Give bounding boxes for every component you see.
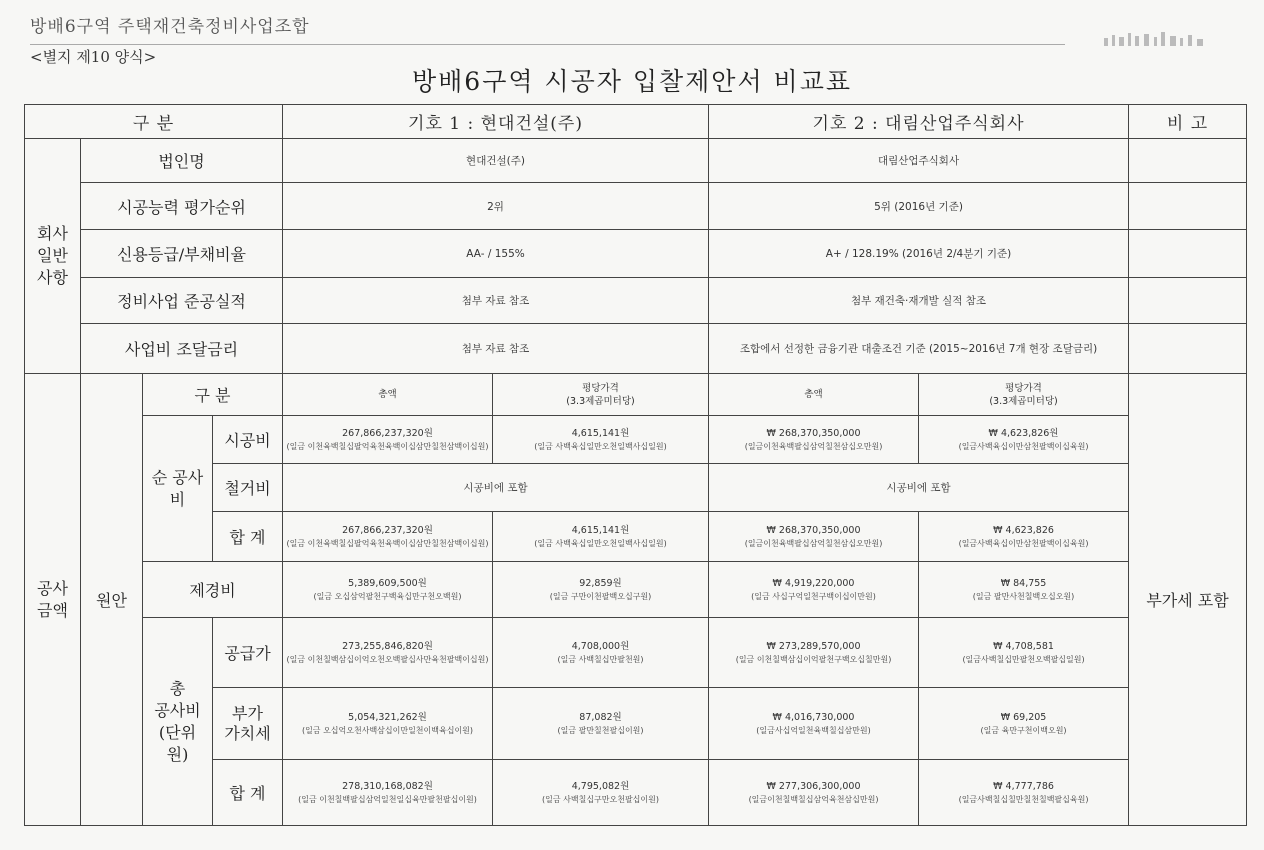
amount-value: 5,389,609,500원 <box>348 577 427 589</box>
row-label: 공급가 <box>213 618 283 688</box>
amount-value: 92,859원 <box>579 577 622 589</box>
row-label: 신용등급/부채비율 <box>81 230 283 278</box>
organization-name: 방배6구역 주택재건축정비사업조합 <box>30 17 310 37</box>
row-label <box>213 688 283 760</box>
total-construction-group-label <box>143 618 213 826</box>
amount-value: ₩ 4,777,786 <box>993 780 1054 792</box>
header-bidder-2: 기호 2 : 대림산업주식회사 <box>709 105 1129 139</box>
amount-in-words: (일금 구만이천팔백오십구원) <box>549 591 652 601</box>
bidder-1-total <box>283 760 493 826</box>
company-section-label: 회사 일반 사항 <box>25 139 81 374</box>
bidder-1-demolition: 시공비에 포함 <box>283 464 709 512</box>
form-number: <별지 제10 양식> <box>30 48 157 66</box>
bidder-1-unit <box>493 512 709 562</box>
amount-value: 87,082원 <box>579 711 622 723</box>
bidder-2-unit <box>919 416 1129 464</box>
row-label: 합 계 <box>213 760 283 826</box>
bidder-2-unit <box>919 688 1129 760</box>
amount-value: 5,054,321,262원 <box>348 711 427 723</box>
bidder-2-value: 첨부 재건축·재개발 실적 참조 <box>709 278 1129 324</box>
unit-header-line-1: 평당가격 <box>1005 382 1042 394</box>
bidder-1-total <box>283 688 493 760</box>
total-group-line-1: 총 <box>169 678 186 698</box>
amount-value: 4,615,141원 <box>571 427 630 439</box>
bidder-2-total <box>709 562 919 618</box>
table-row <box>25 230 1247 278</box>
amount-in-words: (일금 육만구천이백오원) <box>980 725 1067 735</box>
bidder-2-value: 조합에서 선정한 금융기관 대출조건 기준 (2015~2016년 7개 현장 조달금리) <box>709 324 1129 374</box>
amount-in-words: (일금 팔만사천칠백오십오원) <box>972 591 1075 601</box>
amount-in-words: (일금 팔만칠천팔십이원) <box>557 725 644 735</box>
row-label: 사업비 조달금리 <box>81 324 283 374</box>
remarks-cell <box>1129 278 1247 324</box>
table-row <box>25 324 1247 374</box>
amount-in-words: (일금사십억일천육백칠십삼만원) <box>756 725 871 735</box>
bidder-1-value: 2위 <box>283 183 709 230</box>
amount-value: 4,708,000원 <box>571 640 630 652</box>
building-skyline-icon <box>1064 32 1234 46</box>
table-row <box>25 562 1247 618</box>
amount-in-words: (일금이천육백팔십삼억칠천삼십오만원) <box>744 538 883 548</box>
bidder-1-value: AA- / 155% <box>283 230 709 278</box>
amount-value: ₩ 84,755 <box>1000 577 1047 589</box>
row-label: 시공비 <box>213 416 283 464</box>
amount-in-words: (일금 사백육십일만오천일백사십일원) <box>534 441 667 451</box>
bidder-1-total <box>283 562 493 618</box>
bidder-2-total <box>709 688 919 760</box>
remarks-cell <box>1129 230 1247 278</box>
header-category: 구 분 <box>25 105 283 139</box>
row-label: 시공능력 평가순위 <box>81 183 283 230</box>
cost-column-header-row <box>25 374 1247 416</box>
remarks-cell <box>1129 324 1247 374</box>
bidder-2-value: A+ / 128.19% (2016년 2/4분기 기준) <box>709 230 1129 278</box>
remarks-cell <box>1129 183 1247 230</box>
bidder-2-value: 5위 (2016년 기준) <box>709 183 1129 230</box>
amount-in-words: (일금 이천칠백팔십삼억일천일십육만팔천팔십이원) <box>298 794 477 804</box>
amount-value: ₩ 4,623,826원 <box>988 427 1059 439</box>
row-label: 철거비 <box>213 464 283 512</box>
header-bidder-1: 기호 1 : 현대건설(주) <box>283 105 709 139</box>
table-header-row <box>25 105 1247 139</box>
total-group-line-2: 공사비 <box>154 700 201 720</box>
table-row <box>25 618 1247 688</box>
amount-value: 4,615,141원 <box>571 524 630 536</box>
bidder-1-total-header: 총액 <box>283 374 493 416</box>
bidder-1-total <box>283 416 493 464</box>
amount-in-words: (일금 사백육십일만오천일백사십일원) <box>534 538 667 548</box>
amount-value: ₩ 69,205 <box>1000 711 1047 723</box>
amount-in-words: (일금사백육십이만삼천팔백이십육원) <box>958 538 1089 548</box>
bidder-1-value: 현대건설(주) <box>283 139 709 183</box>
remarks-vat-included: 부가세 포함 <box>1129 374 1247 826</box>
bidder-1-unit <box>493 760 709 826</box>
vat-label-line-1: 부가 <box>232 703 263 723</box>
header-rule <box>30 44 1065 45</box>
amount-value: ₩ 268,370,350,000 <box>766 524 861 536</box>
amount-in-words: (일금 이천칠백삼십이억오천오백팔십사만육천팔백이십원) <box>286 654 489 664</box>
unit-header-line-1: 평당가격 <box>582 382 619 394</box>
bidder-2-value: 대림산업주식회사 <box>709 139 1129 183</box>
bidder-1-unit-header <box>493 374 709 416</box>
bidder-1-total <box>283 512 493 562</box>
document-title: 방배6구역 시공자 입찰제안서 비교표 <box>412 67 852 96</box>
amount-value: ₩ 268,370,350,000 <box>766 427 861 439</box>
amount-in-words: (일금 이천칠백삼십이억팔천구백오십칠만원) <box>735 654 892 664</box>
bidder-2-demolition: 시공비에 포함 <box>709 464 1129 512</box>
amount-value: 4,795,082원 <box>571 780 630 792</box>
bidder-2-total <box>709 416 919 464</box>
unit-header-line-2: (3.3제곱미터당) <box>566 395 635 407</box>
amount-value: ₩ 277,306,300,000 <box>766 780 861 792</box>
row-label: 법인명 <box>81 139 283 183</box>
amount-in-words: (일금 이천육백칠십팔억육천육백이십삼만칠천삼백이십원) <box>286 538 489 548</box>
amount-value: ₩ 4,016,730,000 <box>772 711 855 723</box>
bidder-2-unit-header <box>919 374 1129 416</box>
amount-value: 278,310,168,082원 <box>342 780 433 792</box>
amount-in-words: (일금 오십삼억팔천구백육십만구천오백원) <box>313 591 462 601</box>
amount-value: ₩ 4,623,826 <box>993 524 1054 536</box>
amount-in-words: (일금사백육십이만삼천팔백이십육원) <box>958 441 1089 451</box>
unit-header-line-2: (3.3제곱미터당) <box>989 395 1058 407</box>
amount-in-words: (일금사백칠십칠만칠천칠백팔십육원) <box>958 794 1089 804</box>
amount-in-words: (일금 사백칠십만팔천원) <box>557 654 644 664</box>
original-plan-label: 원안 <box>81 374 143 826</box>
amount-in-words: (일금 사백칠십구만오천팔십이원) <box>542 794 659 804</box>
table-row <box>25 416 1247 464</box>
total-group-line-3: (단위 원) <box>158 722 197 764</box>
amount-in-words: (일금이천칠백칠십삼억육천삼십만원) <box>748 794 879 804</box>
amount-value: 273,255,846,820원 <box>342 640 433 652</box>
vat-label-line-2: 가치세 <box>224 723 271 743</box>
amount-value: 267,866,237,320원 <box>342 524 433 536</box>
amount-value: ₩ 4,919,220,000 <box>772 577 855 589</box>
amount-in-words: (일금이천육백팔십삼억칠천삼십오만원) <box>744 441 883 451</box>
bidder-2-unit <box>919 760 1129 826</box>
bidder-1-total <box>283 618 493 688</box>
row-label: 제경비 <box>143 562 283 618</box>
bidder-1-value: 첨부 자료 참조 <box>283 278 709 324</box>
amount-value: 267,866,237,320원 <box>342 427 433 439</box>
header-remarks: 비 고 <box>1129 105 1247 139</box>
bidder-1-value: 첨부 자료 참조 <box>283 324 709 374</box>
net-construction-group-label: 순 공사비 <box>143 416 213 562</box>
bidder-2-total <box>709 618 919 688</box>
bidder-2-unit <box>919 618 1129 688</box>
bidder-2-total <box>709 760 919 826</box>
row-label: 합 계 <box>213 512 283 562</box>
amount-value: ₩ 4,708,581 <box>993 640 1054 652</box>
remarks-cell <box>1129 139 1247 183</box>
bidder-2-total <box>709 512 919 562</box>
bidder-2-total-header: 총액 <box>709 374 919 416</box>
comparison-table <box>24 104 1247 826</box>
table-row <box>25 139 1247 183</box>
amount-in-words: (일금 이천육백칠십팔억육천육백이십삼만칠천삼백이십원) <box>286 441 489 451</box>
amount-value: ₩ 273,289,570,000 <box>766 640 861 652</box>
cost-category-header: 구 분 <box>143 374 283 416</box>
table-row <box>25 278 1247 324</box>
bidder-1-unit <box>493 416 709 464</box>
bidder-2-unit <box>919 512 1129 562</box>
table-row <box>25 183 1247 230</box>
bidder-1-unit <box>493 688 709 760</box>
bidder-1-unit <box>493 618 709 688</box>
amount-in-words: (일금사백칠십만팔천오백팔십일원) <box>962 654 1085 664</box>
cost-section-label: 공사 금액 <box>25 374 81 826</box>
amount-in-words: (일금 사십구억일천구백이십이만원) <box>751 591 876 601</box>
bidder-1-unit <box>493 562 709 618</box>
row-label: 정비사업 준공실적 <box>81 278 283 324</box>
amount-in-words: (일금 오십억오천사백삼십이만일천이백육십이원) <box>301 725 474 735</box>
bidder-2-unit <box>919 562 1129 618</box>
